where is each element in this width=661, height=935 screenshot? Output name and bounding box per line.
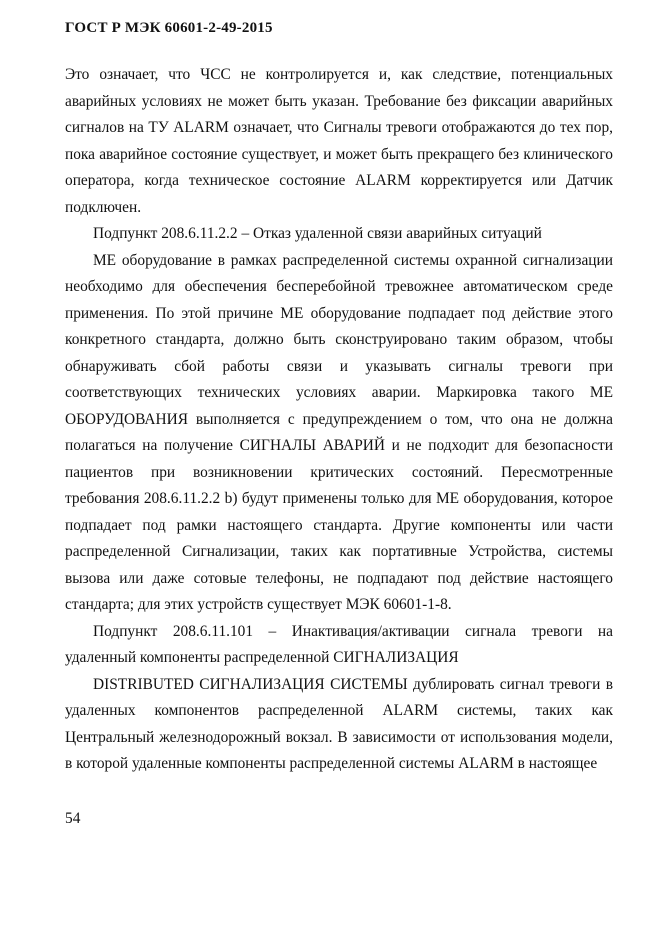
page-number: 54 xyxy=(65,810,81,827)
subclause-heading-208-6-11-2-2: Подпункт 208.6.11.2.2 – Отказ удаленной связи аварийных ситуаций xyxy=(93,225,542,242)
paragraph-alarm-latching: Это означает, что ЧСС не контролируется и, как следствие, потенциальных аварийных условиях не может быть указан. Требование без фиксации аварийных сигналов на ТУ ALARM означает, что Сигналы тревоги отображаются до тех пор, пока аварийное состояние существует, и может быть прекращего без клинического оператора, когда техническое состояние ALARM корректируется или Датчик подключен. xyxy=(65,66,613,216)
paragraph-distributed-alarm-system: ME оборудование в рамках распределенной системы охранной сигнализации необходимо для обеспечения бесперебойной тревожнее автоматическом среде применения. По этой причине ME оборудование подпадает под действие этого конкретного стандарта, должно быть сконструировано таким образом, чтобы обнаруживать сбой работы связи и указывать сигналы тревоги при соответствующих технических условиях аварии. Маркировка такого ME ОБОРУДОВАНИЯ выполняется с предупреждением о том, что она не должна полагаться на получение СИГНАЛЫ АВАРИЙ и не подходит для безопасности пациентов при возникновении критических состояний. Пересмотренные требования 208.6.11.2.2 b) будут применены только для ME оборудования, которое подпадает под рамки настоящего стандарта. Другие компоненты или части распределенной Сигнализации, таких как портативные Устройства, системы вызова или даже сотовые телефоны, не подпадают под действие настоящего стандарта; для этих устройств существует МЭК 60601-1-8. xyxy=(65,251,613,613)
document-header: ГОСТ Р МЭК 60601-2-49-2015 xyxy=(65,20,273,36)
paragraph-remote-components: DISTRIBUTED СИГНАЛИЗАЦИЯ СИСТЕМЫ дублировать сигнал тревоги в удаленных компонентов распределенной ALARM системы, таких как Центральный железнодорожный вокзал. В зависимости от использования модели, в которой удаленные компоненты распределенной системы ALARM в настоящее xyxy=(65,675,613,772)
subclause-heading-208-6-11-101: Подпункт 208.6.11.101 – Инактивация/активации сигнала тревоги на удаленный компоненты распределенной СИГНАЛИЗАЦИЯ xyxy=(65,622,613,666)
document-body xyxy=(65,62,613,778)
